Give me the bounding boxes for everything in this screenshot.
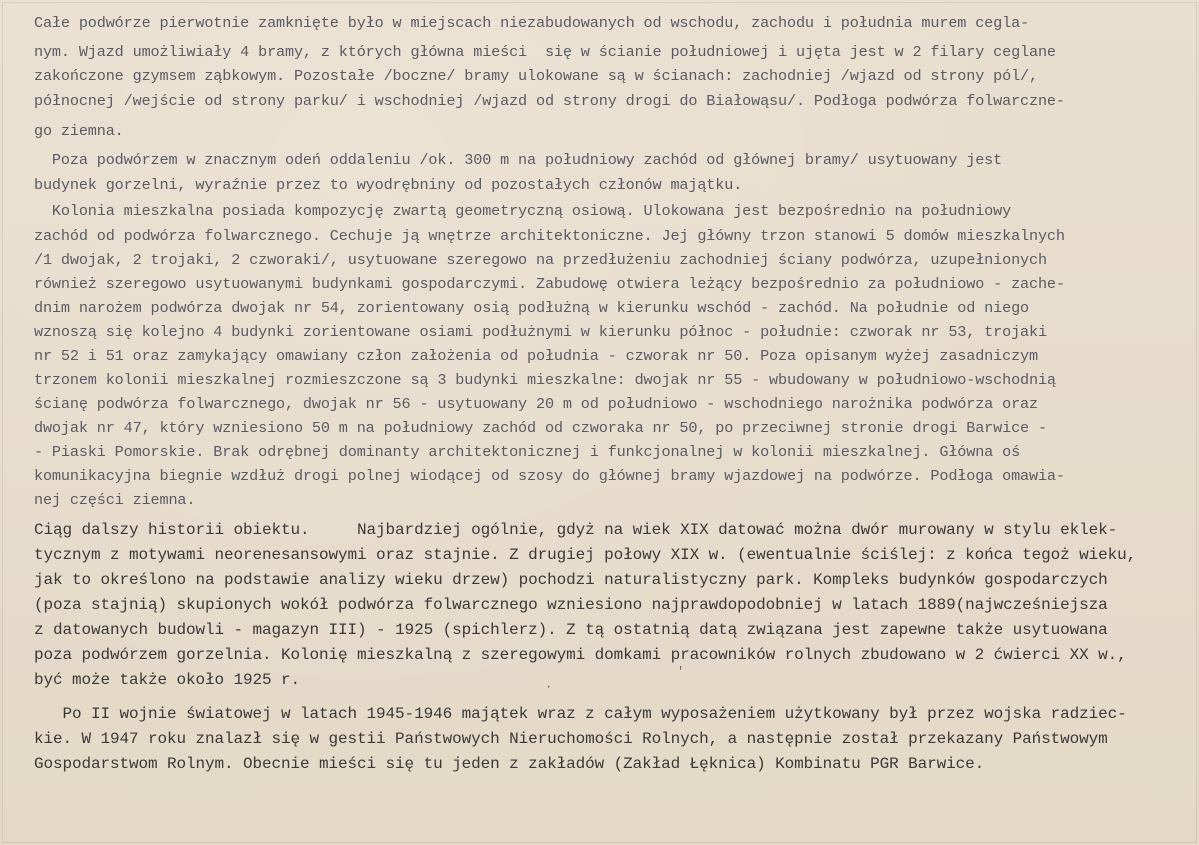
text-line: poza podwórzem gorzelnia. Kolonię mieszkalną z szeregowymi domkami pracowników rolnych zbudowano w 2 ćwierci XX w., xyxy=(34,646,1127,664)
text-line: również szeregowo usytuowanymi budynkami gospodarczymi. Zabudowę otwiera leżący bezpośrednio za południowo - zache- xyxy=(34,275,1065,293)
text-line: - Piaski Pomorskie. Brak odrębnej dominanty architektonicznej i funkcjonalnej w kolonii mieszkalnej. Główna oś xyxy=(34,443,1021,461)
text-line: nym. Wjazd umożliwiały 4 bramy, z których główna mieści się w ścianie południowej i ujęta jest w 2 filary ceglane xyxy=(34,43,1056,61)
text-line: Ciąg dalszy historii obiektu. Najbardziej ogólnie, gdyż na wiek XIX datować można dwór murowany w stylu eklek- xyxy=(34,521,1118,539)
text-line: północnej /wejście od strony parku/ i wschodniej /wjazd od strony drogi do Białowąsu/. Podłoga podwórza folwarczne- xyxy=(34,92,1065,110)
text-line: komunikacyjna biegnie wzdłuż drogi polnej wiodącej od szosy do głównej bramy wjazdowej na podwórze. Podłoga omawia- xyxy=(34,467,1065,485)
text-line: z datowanych budowli - magazyn III) - 1925 (spichlerz). Z tą ostatnią datą związana jest zapewne także usytuowana xyxy=(34,621,1108,639)
text-line: Kolonia mieszkalna posiada kompozycję zwartą geometryczną osiową. Ulokowana jest bezpośrednio na południowy xyxy=(34,202,1012,220)
text-line: wznoszą się kolejno 4 budynki zorientowane osiami podłużnymi w kierunku północ - południe: czworak nr 53, trojaki xyxy=(34,323,1047,341)
text-line: dwojak nr 47, który wzniesiono 50 m na południowy zachód od czworaka nr 50, po przeciwnej stronie drogi Barwice - xyxy=(34,419,1047,437)
text-line: zachód od podwórza folwarcznego. Cechuje ją wnętrze architektoniczne. Jej główny trzon stanowi 5 domów mieszkalnych xyxy=(34,227,1065,245)
text-line: dnim narożem podwórza dwojak nr 54, zorientowany osią podłużną w kierunku wschód - zachód. Na południe od niego xyxy=(34,299,1030,317)
text-line: jak to określono na podstawie analizy wieku drzew) pochodzi naturalistyczny park. Kompleks budynków gospodarczych xyxy=(34,571,1108,589)
text-line: Po II wojnie światowej w latach 1945-1946 majątek wraz z całym wyposażeniem użytkowany był przez wojska radziec- xyxy=(34,705,1127,723)
text-line: trzonem kolonii mieszkalnej rozmieszczone są 3 budynki mieszkalne: dwojak nr 55 - wbudowany w południowo-wschodnią xyxy=(34,371,1056,389)
text-line: kie. W 1947 roku znalazł się w gestii Państwowych Nieruchomości Rolnych, a następnie został przekazany Państwowym xyxy=(34,730,1108,748)
text-line: (poza stajnią) skupionych wokół podwórza folwarcznego wzniesiono najprawdopodobniej w latach 1889(najwcześniejsza xyxy=(34,596,1108,614)
ink-speck: · xyxy=(545,680,553,694)
text-line: /1 dwojak, 2 trojaki, 2 czworaki/, usytuowane szeregowo na przedłużeniu zachodniej ściany podwórza, uzupełnionych xyxy=(34,251,1047,269)
text-line: zakończone gzymsem ząbkowym. Pozostałe /boczne/ bramy ulokowane są w ścianach: zachodniej /wjazd od strony pól/, xyxy=(34,67,1038,85)
text-line: nr 52 i 51 oraz zamykający omawiany człon założenia od południa - czworak nr 50. Poza opisanym wyżej zasadniczym xyxy=(34,347,1038,365)
text-line: Całe podwórze pierwotnie zamknięte było w miejscach niezabudowanych od wschodu, zachodu i południa murem cegla- xyxy=(34,14,1030,32)
text-line: Gospodarstwom Rolnym. Obecnie mieści się tu jeden z zakładów (Zakład Łęknica) Kombinatu PGR Barwice. xyxy=(34,755,985,773)
text-line: go ziemna. xyxy=(34,122,124,140)
text-line: ścianę podwórza folwarcznego, dwojak nr 56 - usytuowany 20 m od południowo - wschodniego narożnika podwórza oraz xyxy=(34,395,1038,413)
text-line: być może także około 1925 r. xyxy=(34,671,301,689)
ink-speck: ' xyxy=(677,665,685,679)
text-line: nej części ziemna. xyxy=(34,491,196,509)
text-line: Poza podwórzem w znacznym odeń oddaleniu /ok. 300 m na południowy zachód od głównej bramy/ usytuowany jest xyxy=(34,151,1003,169)
text-line: budynek gorzelni, wyraźnie przez to wyodrębniny od pozostałych członów majątku. xyxy=(34,176,743,194)
text-line: tycznym z motywami neorenesansowymi oraz stajnie. Z drugiej połowy XIX w. (ewentualnie ściślej: z końca tegoż wieku, xyxy=(34,546,1137,564)
